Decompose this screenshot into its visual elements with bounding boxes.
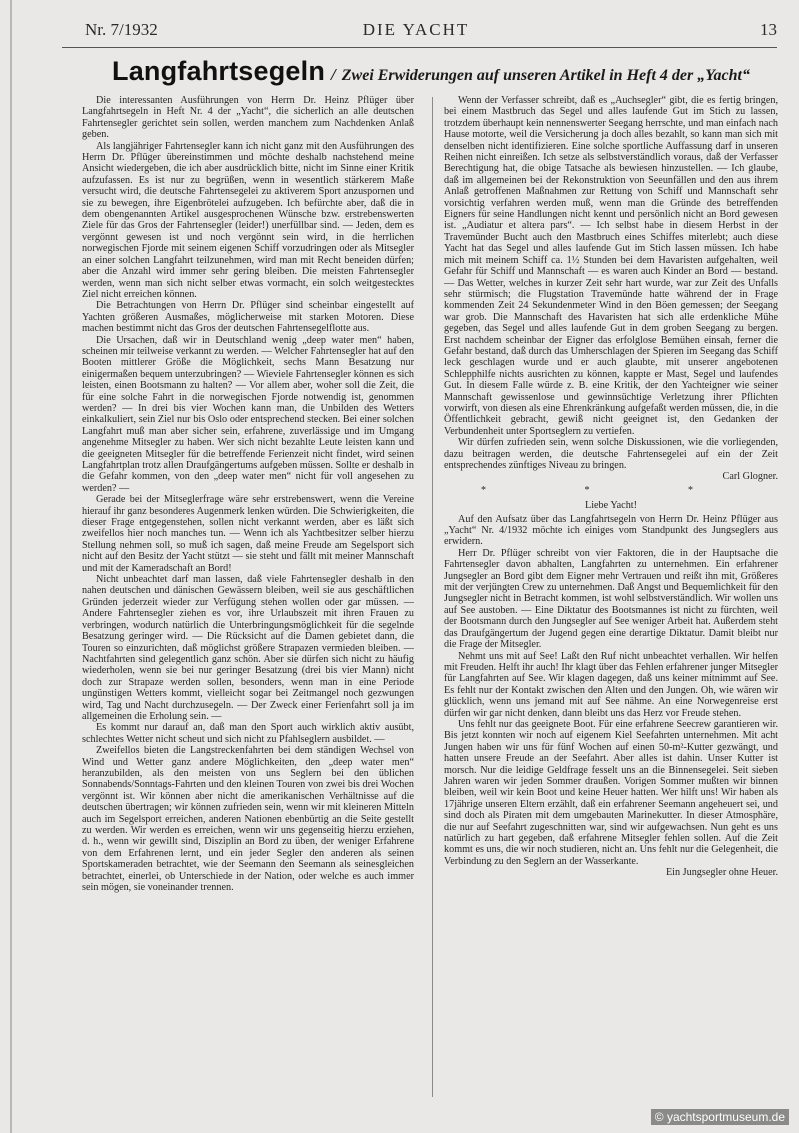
paragraph: Die interessanten Ausführungen von Herrn Dr. Heinz Pflüger über Langfahrtsegeln in Heft Nr. 4 der „Yacht“, die sicherlich an alle deutschen Fahrtensegler gerichtet sein sollen, werden manchem zum Nachdenken Anlaß geben. [82,95,414,141]
paragraph: Uns fehlt nur das geeignete Boot. Für eine erfahrene Seecrew garantieren wir. Bis jetzt konnten wir noch auf eigenem Kiel Seefahrten unternehmen. Mit acht Jungen haben wir uns für fünf Wochen auf einen 50-m²-Kutter gezwängt, und hatten unsere Freude an der Seefahrt. Aber alles ist dahin. Unser Kutter ist morsch. Nur die leidige Geldfrage fesselt uns an die Binnensegelei. Seit sieben Jahren waren wir jeden Sommer draußen. Vorigen Sommer mußten wir binnen bleiben, weil wir kein Boot und keine Heuer hatten. Wer hilft uns! Wir haben als 17jährige unseren Eltern erzählt, daß ein erfahrener Seemann angeheuert sei, und sind doch als Piraten mit dem umgebauten Marinekutter. In dieser Atmosphäre, die nur auf Seefahrt zugeschnitten war, sind wir aufgewachsen. Nun geht es uns natürlich zu hart gegeben, daß erfahrene Mitsegler fehlen sollen. Auf die Zeit kommt es uns, die wir noch studieren, nicht an. Uns fehlt nur die Gelegenheit, die Verbindung zu den Seglern an der Wasserkante. [444,718,778,867]
article-heading [112,56,777,94]
left-column [82,95,414,1095]
page-number: 13 [760,20,777,39]
signature-jungsegler: Ein Jungsegler ohne Heuer. [665,867,778,879]
magazine-name: DIE YACHT [362,20,470,39]
header-rule [62,47,777,48]
paragraph: Auf den Aufsatz über das Langfahrtsegeln von Herrn Dr. Heinz Pflüger aus „Yacht“ Nr. 4/1932 möchte ich einiges vom Standpunkt des Jungseglers aus erwidern. [444,513,778,548]
right-column [444,95,778,1095]
paragraph: Als langjähriger Fahrtensegler kann ich nicht ganz mit den Ausführungen des Herrn Dr. Pflüger übereinstimmen und möchte deshalb nachstehend meine Ansicht wiedergeben, die ich aber ausdrücklich bitte, nicht im Sinne einer Kritik aufzufassen. Es ist nur zu begrüßen, wenn in wesentlich stärkerem Maße versucht wird, die deutsche Fahrtensegelei zu aktiverem Sport anzuspornen und sie zu bewegen, ihre Eigenbrötelei aufzugeben. Ich befürchte aber, daß die in dem obengenannten Artikel ausgesprochenen Wünsche bzw. erstrebenswerten Ziele für das Gros der Fahrtensegler (leider!) unerfüllbar sind. — Jeden, dem es vergönnt gewesen ist und noch vergönnt sein wird, in die herrlichen norwegischen Fjorde mit seinem eigenen Schiff vorzudringen oder als Mitsegler an einer solchen Langfahrt teilzunehmen, wird man mit Recht beneiden dürfen; aber die Anzahl wird immer sehr gering bleiben. Die meisten Fahrtensegler werden, wenn man sich nicht selber etwas vormacht, ein solch weitgestecktes Ziel nicht erreichen können. [82,140,414,300]
column-divider [432,97,433,1097]
title-separator: / [331,65,336,84]
paragraph: Zweifellos bieten die Langstreckenfahrten bei dem ständigen Wechsel von Wind und Wetter ganz andere Möglichkeiten, den „deep water men“ heranzubilden, als den meisten von uns Seglern bei den üblichen Sonnabends/Sonntags-Fahrten und den kleinen Touren von zwei bis drei Wochen vergönnt ist. Wir können aber nicht die amerikanischen Verhältnisse auf die deutschen übertragen; wir können zufrieden sein, wenn wir mit kleineren Mitteln auch im Segelsport erreichen, anderen Nationen ebenbürtig an die Seite gestellt zu werden. Wir werden es erreichen, wenn wir uns gegenseitig hierzu erziehen, d. h., wenn wir gewillt sind, Disziplin an Bord zu üben, der weniger Erfahrene von dem Erfahrenen lernt, und ein jeder Segler den anderen als seinen Sportskameraden betrachtet, wie der Seemann den Seemann als seinesgleichen betrachtet, einerlei, ob Unterschiede in der Nation, oder welche es auch immer sein mögen, sie voneinander trennen. [82,745,414,894]
issue-number: Nr. 7/1932 [85,20,158,39]
paragraph: Nicht unbeachtet darf man lassen, daß viele Fahrtensegler deshalb in den nahen deutschen und dänischen Gewässern bleiben, weil sie aus geschäftlichen Gründen jederzeit wieder zur Verfügung stehen wollen oder gar müssen. — Andere Fahrtensegler ziehen es vor, ihre Urlaubszeit mit ihren Frauen zu verbringen, wodurch natürlich die Unterbringungsmöglichkeit für die segelnde Besatzung geringer wird. — Die Rücksicht auf die Damen gebietet dann, die Touren so einzurichten, daß möglichst größere Strapazen vermieden bleiben. — Nachtfahrten sind gelegentlich ganz schön. Aber sie dürfen sich nicht zu häufig wiederholen, wenn sie bei nur geringer Besatzung (drei bis vier Mann) nicht doch zur Strapaze werden sollen, besonders, wenn man in eine Periode ungünstigen Wetters kommt, vielleicht sogar bei Zeitmangel noch gezwungen wird, Tag und Nacht durchzusegeln. — Der Zweck einer Ferienfahrt soll ja im allgemeinen die Erholung sein. — [82,574,414,722]
section-stars: * * * [481,484,741,496]
paragraph: Wir dürfen zufrieden sein, wenn solche Diskussionen, wie die vorliegenden, dazu beitragen werden, die deutsche Fahrtensegelei auf ein der Zeit entsprechendes zünftiges Niveau zu bringen. [444,437,778,471]
paragraph: Es kommt nur darauf an, daß man den Sport auch wirklich aktiv ausübt, schlechtes Wetter nicht scheut und sich nicht zu Pfahlseglern ausbildet. — [82,722,414,745]
paragraph: Herr Dr. Pflüger schreibt von vier Faktoren, die in der Hauptsache die Fahrtensegler davon abhalten, Langfahrten zu unternehmen. Ein erfahrener Jungsegler an Bord gibt dem Eigner mehr Vertrauen und reißt ihn mit, Größeres mit der verjüngten Crew zu unternehmen. Daß Angst und Bequemlichkeit für den Jungsegler nicht in Betracht kommen, ist wohl selbstverständlich. Wir wollen uns auf See austoben. — Eine Diktatur des Bootsmannes ist nicht zu fürchten, weil der Bootsmann durch den Jungsegler auf See weniger Arbeit hat. Außerdem steht das Draufgängertum der Jugend gegen eine derartige Diktatur. Damit bleibt nur die Frage der Mitsegler. [444,547,778,651]
running-head [55,20,777,42]
paragraph: Gerade bei der Mitseglerfrage wäre sehr erstrebenswert, wenn die Vereine hierauf ihr ganz besonderes Augenmerk lenken würden. Die Schwierigkeiten, die dieser Frage entgegenstehen, sollen nicht verkannt werden, aber es läßt sich zweifellos hier noch manches tun. — Wenn ich als Yachtbesitzer selber hierzu Stellung nehmen soll, so muß ich sagen, daß meine Freude am Segelsport sich nicht auf den Besitz der Yacht stützt — sie steht und fällt mit meiner Mannschaft und mit der Kameradschaft an Bord! [82,494,414,574]
signature-carl-glogner: Carl Glogner. [722,471,778,483]
article-title: Langfahrtsegeln [112,56,326,86]
paragraph: Nehmt uns mit auf See! Laßt den Ruf nicht unbeachtet verhallen. Wir helfen mit Freuden. Helft ihr auch! Ihr klagt über das Fehlen erfahrener junger Mitsegler für Langfahrten auf See. Wir klagen dagegen, daß uns keiner mitnimmt auf See. Es fehlt nur der Kontakt zwischen den Alten und den Jungen. Oh, wie wären wir glücklich, wenn uns jemand mit auf See nähme. An eine Norwegenreise erst dürfen wir gar nicht denken, dann bleibt uns das Herz vor Freude stehen. [444,650,778,719]
paragraph: Die Betrachtungen von Herrn Dr. Pflüger sind scheinbar eingestellt auf Yachten größeren Ausmaßes, möglicherweise mit starken Motoren. Diese machen bestimmt nicht das Gros der deutschen Fahrtensegelflotte aus. [82,300,414,335]
paragraph: Die Ursachen, daß wir in Deutschland wenig „deep water men“ haben, scheinen mir teilweise verkannt zu werden. — Welcher Fahrtensegler hat auf den Booten mittlerer Größe die Möglichkeit, sechs Mann Besatzung nur einigermaßen bequem unterzubringen? — Wieviele Fahrtensegler können es sich leisten, einen Bootsmann zu halten? — Vor allem aber, woher soll die Zeit, die für eine solche Fahrt in die norwegischen Fjorde notwendig ist, genommen werden? — In drei bis vier Wochen kann man, die Unbilden des Wetters einkalkuliert, sein Ziel nur bis Oslo oder entsprechend stecken. Bei einer solchen Langfahrt muß man aber sicher sein, erfahrene, zuverlässige und im Umgang angenehme Mitsegler zu haben. Wer sich nicht bezahlte Leute leisten kann und die geeigneten Mitsegler für die betreffende Ferienzeit nicht findet, wird seinen Langfahrtplan trotz allen Draufgängertums aufgeben müssen. Sollte er deshalb in die Gefahr kommen, von den „deep water men“ nicht für voll angesehen zu werden? — [82,334,414,494]
letter-salutation: Liebe Yacht! [584,500,638,512]
copyright-watermark: © yachtsportmuseum.de [651,1109,789,1125]
paragraph: Wenn der Verfasser schreibt, daß es „Auchsegler“ gibt, die es fertig bringen, bei einem Mastbruch das Segel und alles laufende Gut im Stich zu lassen, trotzdem überhaupt kein nennenswerter Seegang herrschte, und man einfach nach Hause motorte, weil die Versicherung ja doch alles bezahlt, so kann man sich mit denselben nicht identifizieren. Eine solche sportliche Auffassung darf in unseren Reihen nicht einreißen. Ich setze als selbstverständlich voraus, daß der Verfasser Berechtigung hat, die obige Tatsache als bewiesen hinzustellen. — Ich glaube, daß im allgemeinen bei der Rekonstruktion von Seeunfällen und den aus ihrem Anlaß getroffenen Maßnahmen zur Rettung von Schiff und Mannschaft sehr vorsichtig verfahren werden muß, wenn man die Gründe des betreffenden Eigners für seine Handlungen nicht kennt und persönlich nicht an Bord gewesen ist. „Audiatur et altera pars“. — Ich selbst habe in diesem Herbst in der Travemünder Bucht auch den Mastbruch eines Schiffes miterlebt; auch diese Yacht hat das Segel und alles laufende Gut im Stich lassen müssen. Ich habe mich mit meinem Schiff ca. 1½ Stunden bei dem Havaristen aufgehalten, weil Gefahr für Schiff und Mannschaft — es waren auch Kinder an Bord — bestand. — Das Wetter, welches in kurzer Zeit sehr hart wurde, war zur Zeit des Unfalls sehr stürmisch; die Flugstation Travemünde hatte während der in Frage kommenden Zeit 24 Sekundenmeter Wind in den Böen gemessen; der Seegang war grob. Die Mannschaft des Havaristen hat sich alle erdenkliche Mühe gegeben, das Segel und alles laufende Gut in dem groben Seegang zu bergen. Erst nachdem scheinbar der Eigner das erfolglose Bemühen einsah, ferner die Gefahr bestand, daß durch das Umherschlagen der Spieren im Seegang das Schiff leck geschlagen wurde und er auch glaubte, mit unserer angebotenen Schlepphilfe nichts ausrichten zu können, kappte er Mast, Segel und laufendes Gut. In diesem Falle würde z. B. eine Kritik, der den Yachteigner wie seiner Mannschaft gewissenlose und gewinnsüchtige Verletzung ihrer Pflichten vorwirft, von diesen als eine Ehrenkränkung aufgefaßt werden müssen, die, in die Öffentlichkeit gebracht, gewiß nicht geeignet ist, den Gedanken der Verbundenheit unter Sportseglern zu vertiefen. [444,95,778,437]
article-subtitle: Zwei Erwiderungen auf unseren Artikel in Heft 4 der „Yacht“ [341,67,750,84]
